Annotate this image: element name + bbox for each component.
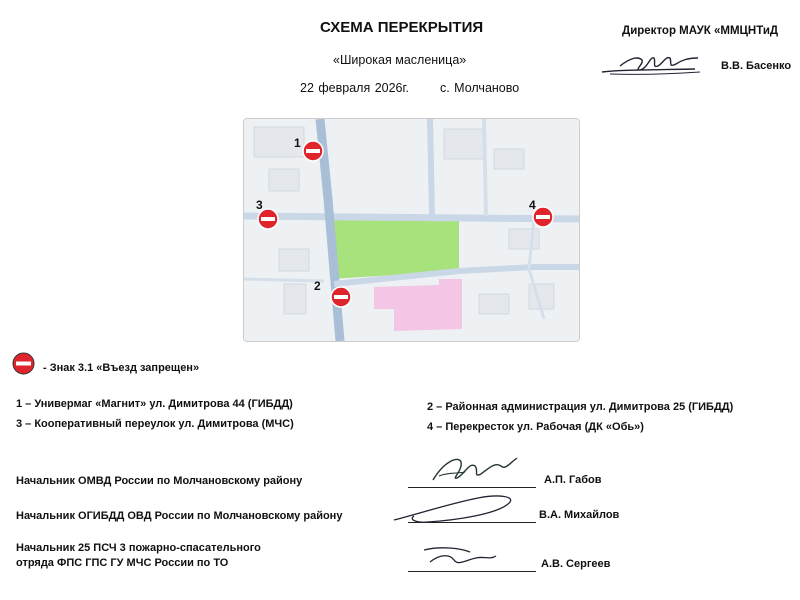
date-place-line (300, 81, 519, 95)
signature-line-3 (408, 571, 536, 572)
event-date: 22 февраля 2026г. (300, 81, 410, 95)
signatory-3-signature (420, 540, 500, 570)
signatory-3-position-line1: Начальник 25 ПСЧ 3 пожарно-спасательного (16, 542, 261, 554)
page-title: СХЕМА ПЕРЕКРЫТИЯ (320, 19, 484, 36)
map-canvas (244, 119, 579, 341)
event-place: с. Молчаново (439, 81, 520, 95)
marker-4-label: 4 (529, 198, 536, 212)
signatory-1-signature (425, 452, 525, 488)
marker-3-label: 3 (256, 198, 263, 212)
signature-line-2 (408, 522, 536, 523)
road-dimitrova (244, 216, 579, 219)
signatory-1-position: Начальник ОМВД России по Молчановскому району (16, 475, 303, 487)
signatory-2-signature (388, 490, 528, 530)
signatory-3-name: А.В. Сергеев (541, 558, 611, 570)
signature-line-1 (408, 487, 536, 488)
signatory-2-position: Начальник ОГИБДД ОВД России по Молчановскому району (16, 510, 343, 522)
location-2: 2 – Районная администрация ул. Димитрова 25 (ГИБДД) (427, 401, 734, 413)
signatory-2-name: В.А. Михайлов (539, 509, 620, 521)
legend-label: - Знак 3.1 «Въезд запрещен» (43, 362, 200, 374)
location-4: 4 – Перекресток ул. Рабочая (ДК «Обь») (427, 421, 644, 433)
signatory-3-position-line2: отряда ФПС ГПС ГУ МЧС России по ТО (16, 557, 229, 569)
no-entry-sign-icon (12, 352, 35, 375)
location-3: 3 – Кооперативный переулок ул. Димитрова (МЧС) (16, 418, 294, 430)
road-closure-map (243, 118, 580, 342)
director-name: В.В. Басенко (721, 60, 792, 72)
park-area (326, 215, 459, 279)
location-1: 1 – Универмаг «Магнит» ул. Димитрова 44 (ГИБДД) (16, 398, 293, 410)
director-signature (600, 48, 710, 80)
signatory-3-position (16, 541, 261, 571)
signatory-1-name: А.П. Габов (544, 474, 602, 486)
event-name: «Широкая масленица» (333, 53, 467, 67)
marker-2-label: 2 (314, 279, 321, 293)
marker-1-label: 1 (294, 136, 301, 150)
director-title: Директор МАУК «ММЦНТиД (622, 25, 779, 37)
